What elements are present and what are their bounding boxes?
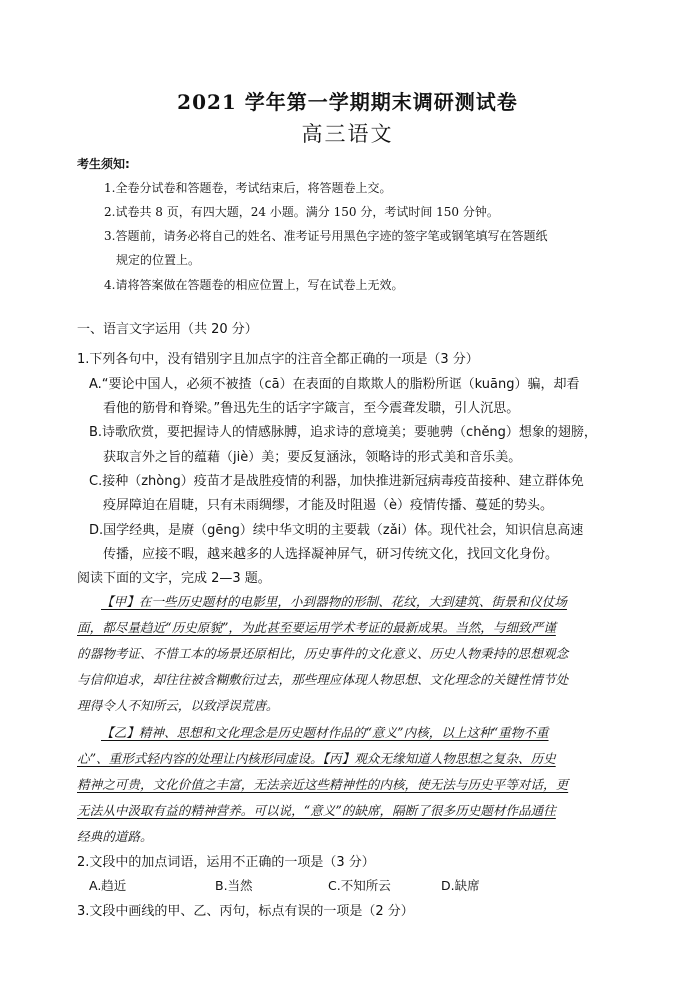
note-item: 规定的位置上。 [116, 253, 201, 267]
passage-line: 理得令人不知所云，以致浮误荒唐。 [77, 698, 279, 713]
note-item: 3.答题前，请务必将自己的姓名、准考证号用黑色字迹的签字笔或钢笔填写在答题纸 [104, 229, 548, 243]
note-item: 4.请将答案做在答题卷的相应位置上，写在试卷上无效。 [104, 278, 404, 292]
section-heading: 一、语言文字运用（共 20 分） [77, 322, 258, 337]
passage-line: 精神之可贵，文化价值之丰富，无法亲近这些精神性的内核，使无法与历史平等对话，更 [77, 777, 569, 792]
option-line: D.国学经典，是赓（gēng）续中华文明的主要载（zǎi）体。现代社会，知识信息高速 [89, 523, 584, 538]
option-line: C.接种（zhòng）疫苗才是战胜疫情的利器，加快推进新冠病毒疫苗接种、建立群体免 [89, 474, 584, 489]
passage-line: 心”、重形式轻内容的处理让内核形同虚设。【丙】观众无缘知道人物思想之复杂、历史 [77, 751, 556, 766]
passage-line: 面，都尽量趋近“历史原貌”，为此甚至要运用学术考证的最新成果。当然，与细致严谨 [77, 620, 556, 635]
passage-line: 与信仰追求，却往往被含糊敷衍过去，那些理应体现人物思想、文化理念的关键性情节处 [77, 672, 569, 687]
note-item: 2.试卷共 8 页，有四大题，24 小题。满分 150 分，考试时间 150 分钟。 [104, 205, 499, 219]
notes-heading: 考生须知: [77, 157, 130, 171]
option-line: 传播，应接不暇，越来越多的人选择凝神屏气，研习传统文化，找回文化身份。 [103, 547, 559, 562]
passage-line: 的器物考证、不惜工本的场景还原相比，历史事件的文化意义、历史人物秉持的思想观念 [77, 646, 569, 661]
passage-line: 无法从中汲取有益的精神营养。可以说，“意义”的缺席，隔断了很多历史题材作品通往 [77, 803, 556, 818]
option-b: B.当然 [215, 878, 253, 893]
question-stem: 2.文段中的加点词语，运用不正确的一项是（3 分） [77, 855, 375, 870]
question-stem: 3.文段中画线的甲、乙、丙句，标点有误的一项是（2 分） [77, 904, 414, 919]
question-stem: 1.下列各句中，没有错别字且加点字的注音全都正确的一项是（3 分） [77, 352, 479, 367]
option-line: B.诗歌欣赏，要把握诗人的情感脉膊，追求诗的意境美；要驰骋（chěng）想象的翅膀， [89, 425, 597, 440]
reading-intro: 阅读下面的文字，完成 2—3 题。 [77, 571, 271, 586]
passage-line: 【乙】精神、思想和文化理念是历史题材作品的“意义”内核，以上这种“重物不重 [101, 725, 549, 740]
option-line: 看他的筋骨和脊梁。”鲁迅先生的话字字箴言，至今震聋发聩，引人沉思。 [103, 401, 520, 416]
option-a: A.趋近 [89, 878, 127, 893]
note-item: 1.全卷分试卷和答题卷，考试结束后，将答题卷上交。 [104, 181, 392, 195]
exam-subtitle: 高三语文 [301, 122, 394, 146]
option-c: C.不知所云 [328, 878, 391, 893]
option-line: 疫屏障迫在眉睫，只有未雨绸缪，才能及时阻遏（è）疫情传播、蔓延的势头。 [103, 498, 553, 513]
option-line: 获取言外之旨的蕴藉（jiè）美；要反复涵泳，领略诗的形式美和音乐美。 [103, 450, 522, 465]
passage-line: 经典的道路。 [77, 829, 153, 844]
exam-title: 2021 学年第一学期期末调研测试卷 [177, 90, 518, 114]
passage-line: 【甲】在一些历史题材的电影里，小到器物的形制、花纹，大到建筑、街景和仪仗场 [101, 594, 567, 609]
option-d: D.缺席 [441, 878, 480, 893]
option-line: A.“要论中国人，必须不被揸（cā）在表面的自欺欺人的脂粉所诓（kuāng）骗，却看 [89, 377, 580, 392]
